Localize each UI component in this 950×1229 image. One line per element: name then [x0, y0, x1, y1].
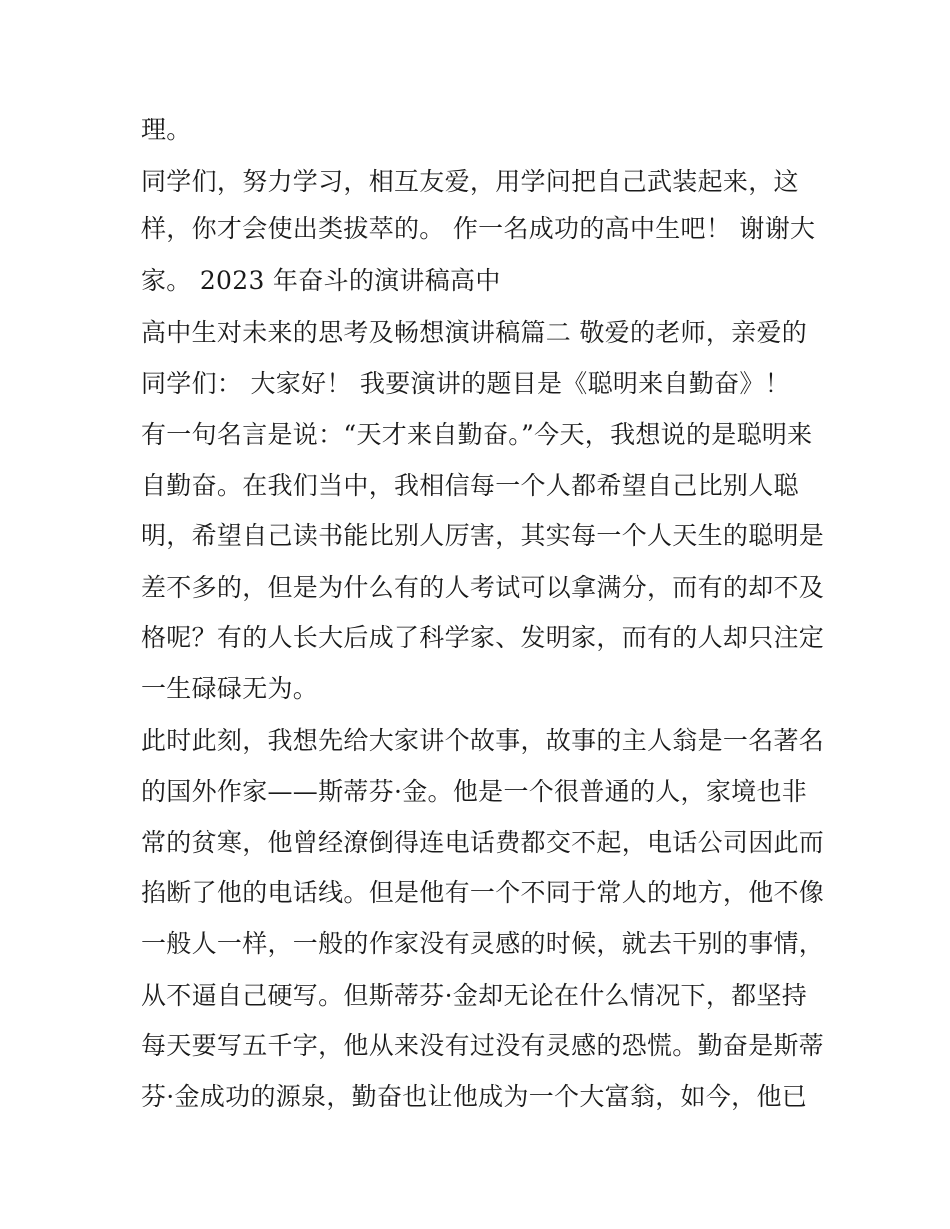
text-line: 同学们： 大家好！ 我要演讲的题目是《聪明来自勤奋》！	[141, 369, 790, 398]
text-line: 样，你才会使出类拔萃的。 作一名成功的高中生吧！ 谢谢大	[141, 214, 816, 243]
text-line: 掐断了他的电话线。但是他有一个不同于常人的地方，他不像	[141, 878, 825, 907]
text-line: 每天要写五千字，他从来没有过没有灵感的恐慌。勤奋是斯蒂	[141, 1031, 825, 1060]
text-line: 此时此刻，我想先给大家讲个故事，故事的主人翁是一名著名	[141, 726, 825, 755]
text-line: 理。	[141, 115, 192, 144]
text-line: 明，希望自己读书能比别人厉害，其实每一个人天生的聪明是	[141, 521, 825, 550]
text-line: 从不逼自己硬写。但斯蒂芬·金却无论在什么情况下，都坚持	[141, 981, 808, 1010]
text-line: 芬·金成功的源泉，勤奋也让他成为一个大富翁，如今，他已	[141, 1082, 808, 1111]
text-line: 自勤奋。在我们当中，我相信每一个人都希望自己比别人聪	[141, 471, 799, 500]
text-line: 常的贫寒，他曾经潦倒得连电话费都交不起，电话公司因此而	[141, 828, 825, 857]
text-line: 同学们，努力学习，相互友爱，用学问把自己武装起来，这	[141, 167, 799, 196]
text-line: 一生碌碌无为。	[141, 674, 319, 703]
text-line: 家。 2023 年奋斗的演讲稿高中	[141, 266, 501, 295]
text-line: 高中生对未来的思考及畅想演讲稿篇二 敬爱的老师，亲爱的	[141, 318, 808, 347]
text-line: 差不多的，但是为什么有的人考试可以拿满分，而有的却不及	[141, 573, 825, 602]
text-line: 有一句名言是说：“天才来自勤奋。”今天，我想说的是聪明来	[141, 420, 813, 449]
text-line: 的国外作家——斯蒂芬·金。他是一个很普通的人，家境也非	[141, 777, 808, 806]
text-line: 一般人一样，一般的作家没有灵感的时候，就去干别的事情，	[141, 929, 825, 958]
text-line: 格呢？有的人长大后成了科学家、发明家，而有的人却只注定	[141, 623, 825, 652]
